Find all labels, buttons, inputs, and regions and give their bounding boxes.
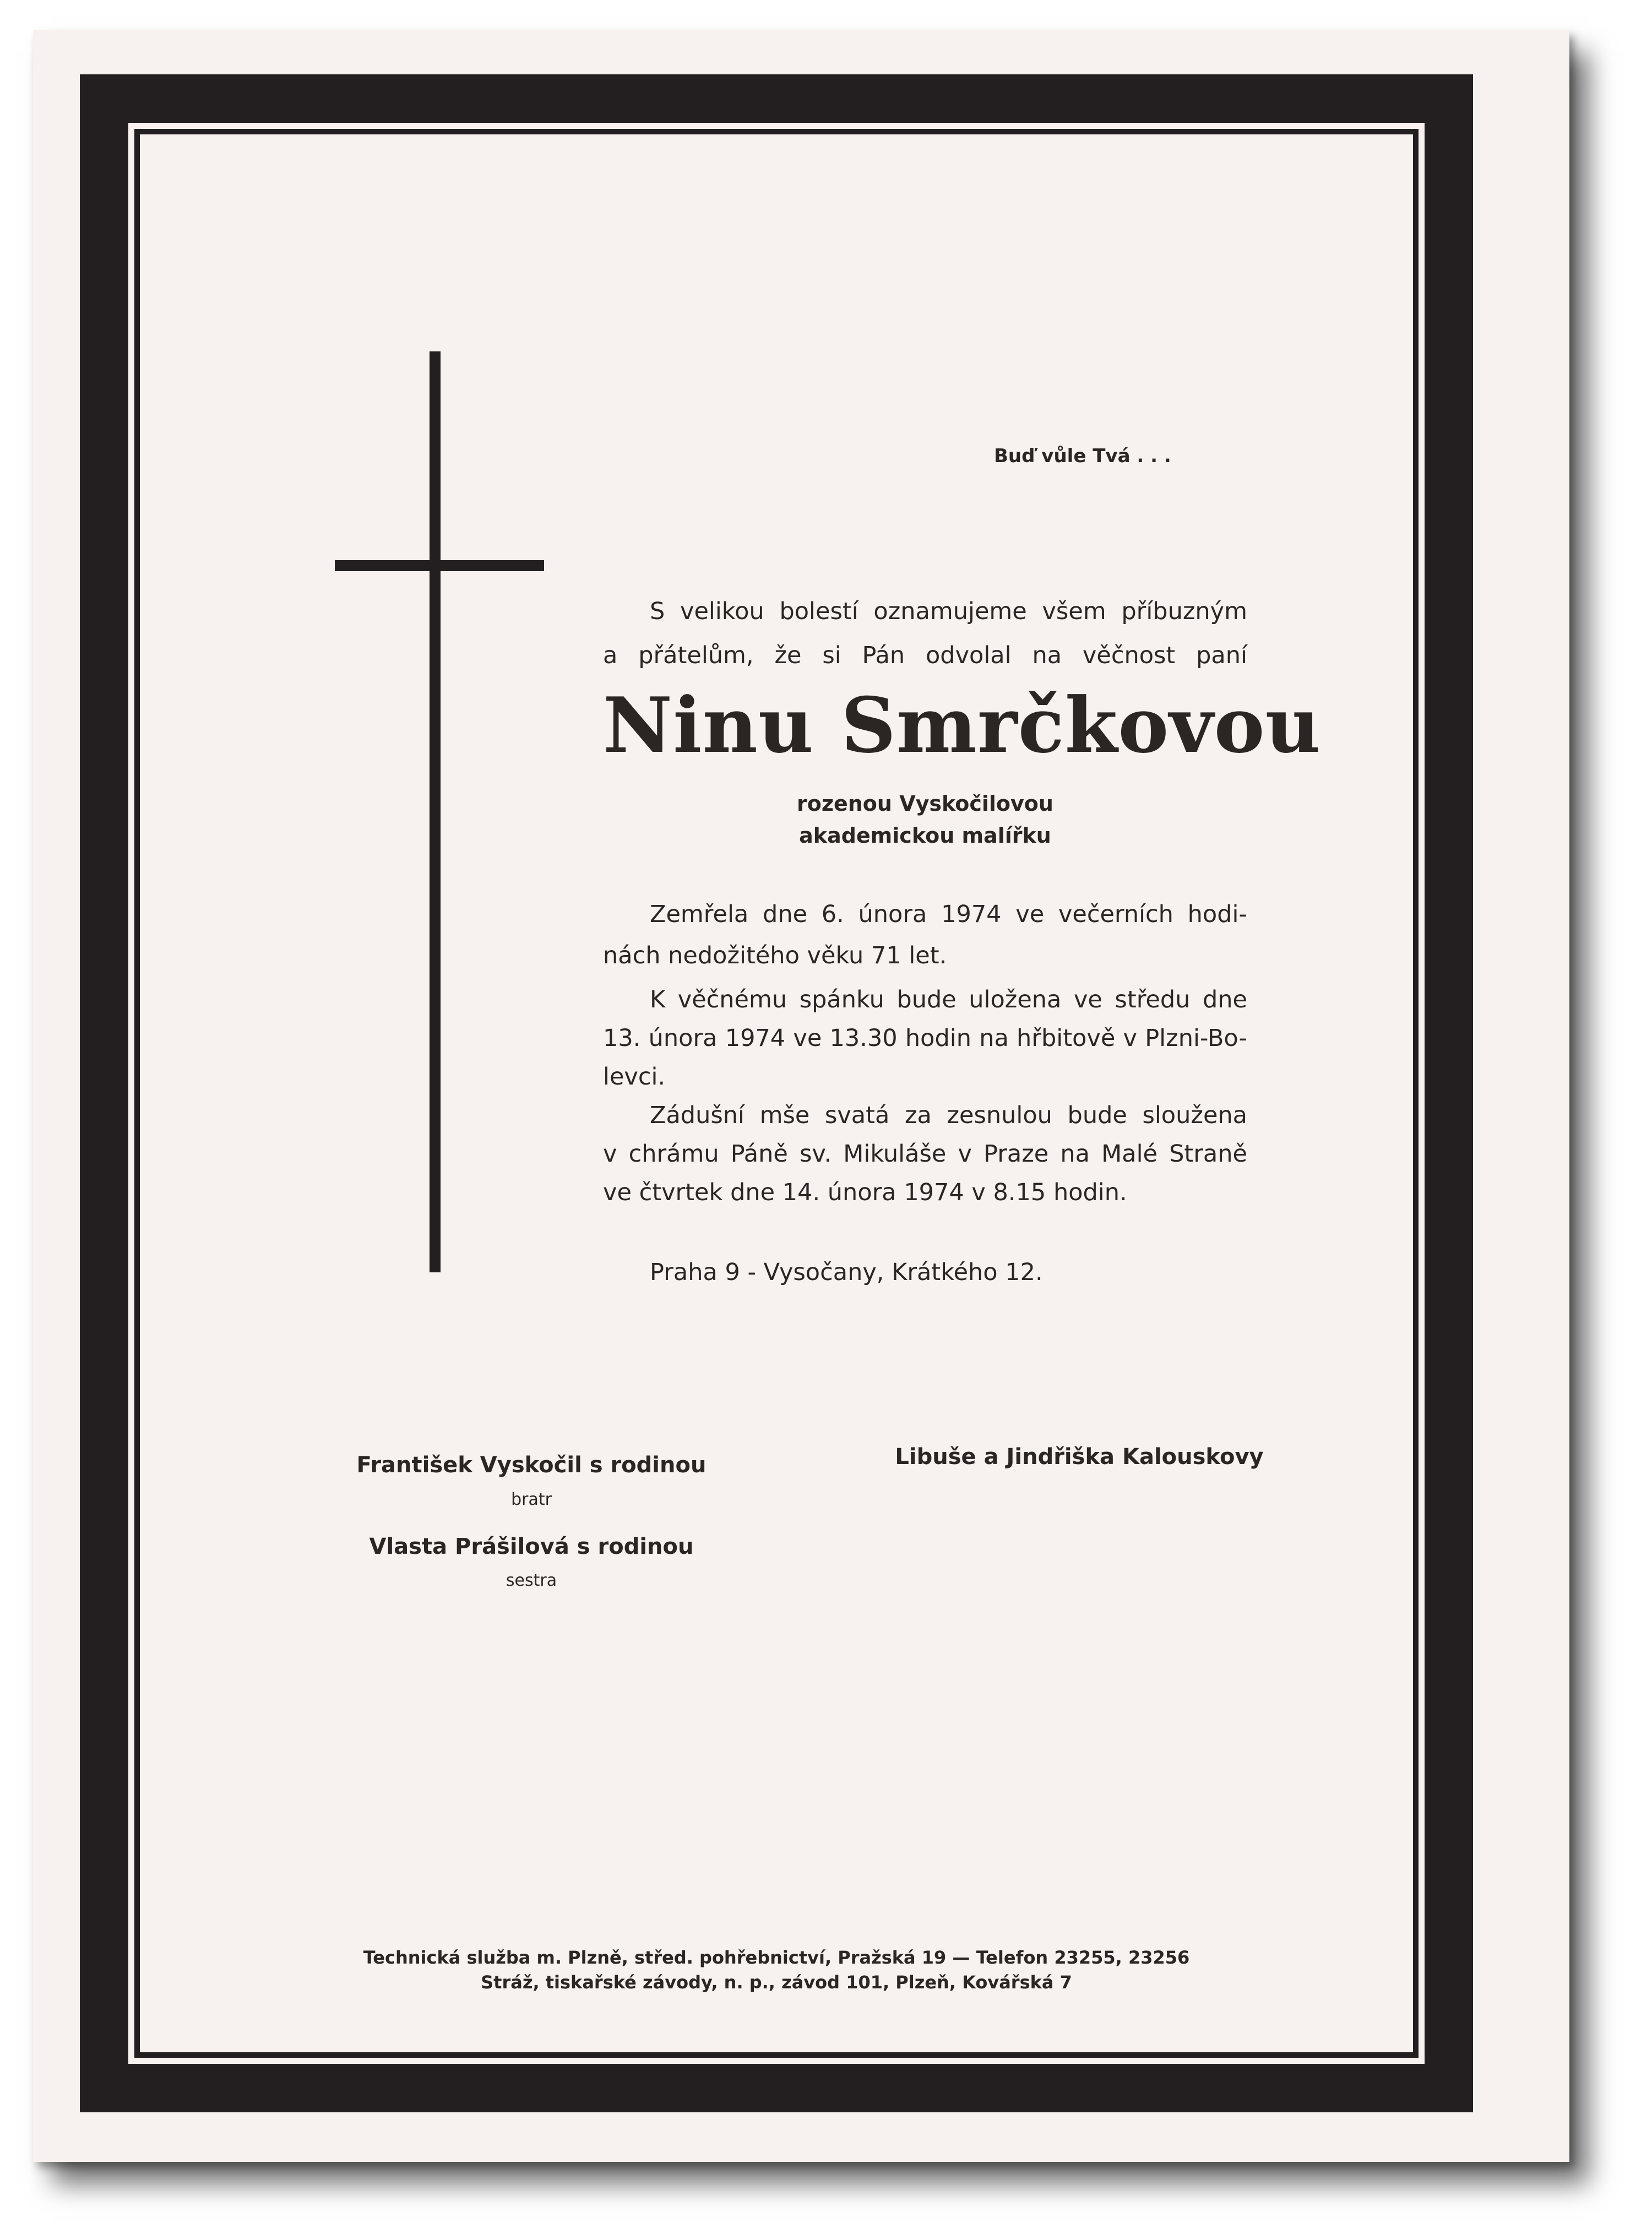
printer-footer-line-1: Technická služba m. Plzně, střed. pohřebnictví, Pražská 19 — Telefon 23255, 23256 xyxy=(363,1947,1190,1968)
mourner-brother-relation: bratr xyxy=(511,1490,552,1509)
deceased-profession: akademickou malířku xyxy=(799,823,1051,848)
burial-line-3: levci. xyxy=(603,1063,666,1091)
deceased-maiden-name: rozenou Vyskočilovou xyxy=(797,791,1053,816)
mourner-sister-relation: sestra xyxy=(506,1571,557,1590)
mass-line-2: v chrámu Páně sv. Mikuláše v Praze na Malé Straně xyxy=(603,1140,1247,1168)
death-line-1: Zemřela dne 6. února 1974 ve večerních hodi- xyxy=(650,901,1247,928)
death-line-2: nách nedožitého věku 71 let. xyxy=(603,942,947,969)
mass-line-1: Zádušní mše svatá za zesnulou bude sloužena xyxy=(650,1102,1247,1129)
printer-footer-line-2: Stráž, tiskařské závody, n. p., závod 101, Plzeň, Kovářská 7 xyxy=(481,1972,1072,1993)
mourner-sister: Vlasta Prášilová s rodinou xyxy=(369,1534,694,1559)
burial-line-2: 13. února 1974 ve 13.30 hodin na hřbitově v Plzni-Bo- xyxy=(603,1024,1247,1052)
burial-line-1: K věčnému spánku bude uložena ve středu dne xyxy=(650,986,1247,1013)
deceased-name: Ninu Smrčkovou xyxy=(603,680,1321,770)
cross-icon-crossbar xyxy=(335,560,544,571)
mass-line-3: ve čtvrtek dne 14. února 1974 v 8.15 hodin. xyxy=(603,1179,1127,1206)
announcement-line-2: a přátelům, že si Pán odvolal na věčnost paní xyxy=(603,642,1247,669)
mourning-border-inner xyxy=(134,129,1419,2058)
announcement-line-1: S velikou bolestí oznamujeme všem příbuzným xyxy=(650,598,1247,625)
mourner-brother: František Vyskočil s rodinou xyxy=(356,1452,707,1478)
obituary-notice xyxy=(33,30,1569,2162)
cross-icon xyxy=(430,351,441,1272)
family-address: Praha 9 - Vysočany, Krátkého 12. xyxy=(650,1259,1043,1286)
motto: Buď vůle Tvá . . . xyxy=(994,445,1171,467)
mourner-kalouskovy: Libuše a Jindřiška Kalouskovy xyxy=(895,1444,1264,1470)
